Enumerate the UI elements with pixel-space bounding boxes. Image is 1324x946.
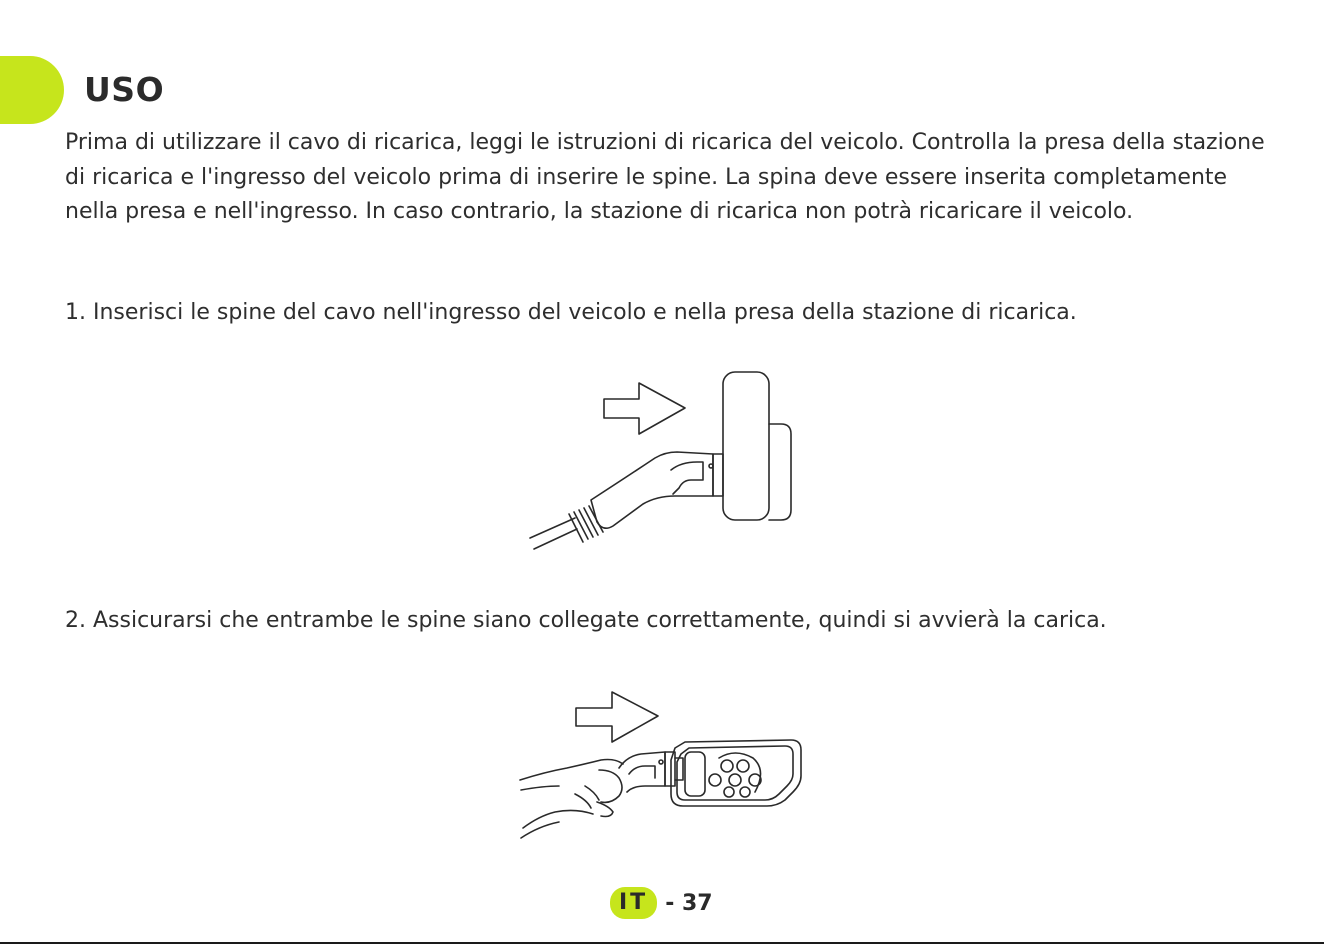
arrow-right-icon: [604, 383, 685, 434]
charging-plug-icon: [530, 452, 723, 549]
step-1-text: 1. Inserisci le spine del cavo nell'ingresso del veicolo e nella presa della stazione di ricarica.: [65, 300, 1077, 325]
section-tab-marker: [0, 56, 64, 124]
language-badge: IT: [610, 887, 657, 919]
illustration-plug-into-station: [525, 366, 800, 556]
illustration-plug-into-vehicle: [515, 688, 807, 846]
page-footer: [610, 886, 713, 920]
step-2-text: 2. Assicurarsi che entrambe le spine siano collegate correttamente, quindi si avvierà la carica.: [65, 608, 1107, 633]
page-number: - 37: [665, 890, 713, 916]
intro-paragraph: Prima di utilizzare il cavo di ricarica, leggi le istruzioni di ricarica del veicolo. Controlla la presa della stazione di ricarica e l'ingresso del veicolo prima di inserire le spine. La spina deve essere inserita completamente nella presa e nell'ingresso. In caso contrario, la stazione di ricarica non potrà ricaricare il veicolo.: [65, 130, 1265, 224]
hand-icon: [520, 760, 623, 839]
arrow-right-icon: [576, 692, 658, 742]
section-title: USO: [84, 70, 165, 109]
charging-plug-icon: [619, 752, 683, 792]
wallbox-station-icon: [723, 372, 791, 520]
vehicle-inlet-icon: [671, 740, 801, 806]
bottom-divider: [0, 942, 1324, 944]
